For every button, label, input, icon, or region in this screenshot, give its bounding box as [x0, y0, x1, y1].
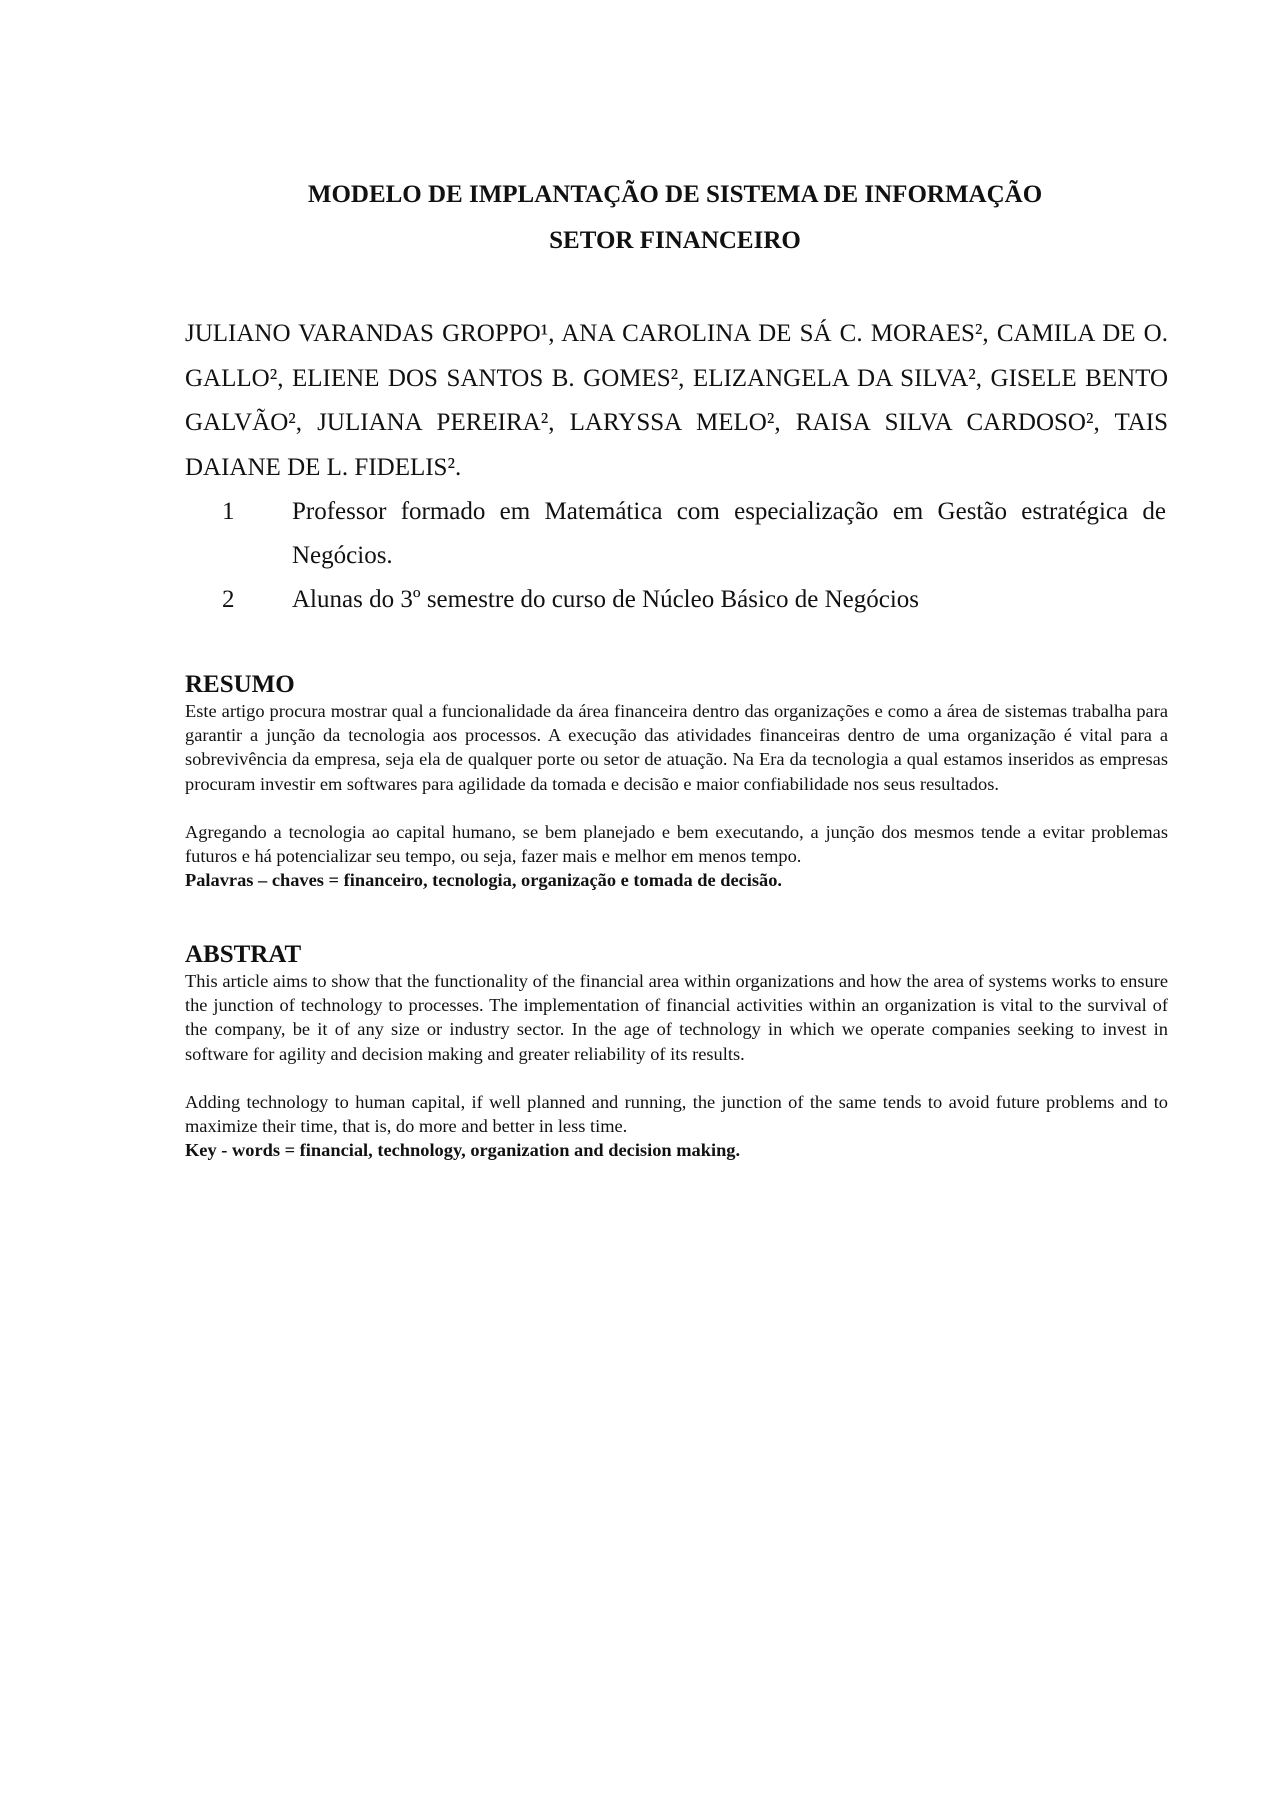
- resumo-keywords: Palavras – chaves = financeiro, tecnologia, organização e tomada de decisão.: [185, 870, 783, 890]
- paper-title-line-1: MODELO DE IMPLANTAÇÃO DE SISTEMA DE INFORMAÇÃO: [307, 181, 1043, 208]
- affiliation-text: Professor formado em Matemática com especialização em Gestão estratégica de Negócios.: [292, 498, 1166, 569]
- affiliation-number: 1: [222, 498, 235, 525]
- resumo-paragraph-1: Este artigo procura mostrar qual a funcionalidade da área financeira dentro das organizações e como a área de sistemas trabalha para garantir a junção da tecnologia aos processos. A execução das atividades financeiras dentro de uma organização é vital para a sobrevivência da empresa, seja ela de qualquer porte ou setor de atuação. Na Era da tecnologia a qual estamos inseridos as empresas procuram investir em softwares para agilidade da tomada e decisão e maior confiabilidade nos seus resultados.: [185, 701, 1168, 794]
- abstrat-heading: ABSTRAT: [185, 941, 302, 968]
- affiliation-text: Alunas do 3º semestre do curso de Núcleo Básico de Negócios: [292, 586, 920, 613]
- abstrat-paragraph-1: This article aims to show that the functionality of the financial area within organizations and how the area of systems works to ensure the junction of technology to processes. The implementation of financial activities within an organization is vital to the survival of the company, be it of any size or industry sector. In the age of technology in which we operate companies seeking to invest in software for agility and decision making and greater reliability of its results.: [185, 971, 1168, 1064]
- abstrat-keywords: Key - words = financial, technology, organization and decision making.: [185, 1140, 741, 1160]
- affiliation-number: 2: [222, 586, 235, 613]
- resumo-heading: RESUMO: [185, 671, 295, 698]
- resumo-paragraph-2: Agregando a tecnologia ao capital humano, se bem planejado e bem executando, a junção dos mesmos tende a evitar problemas futuros e há potencializar seu tempo, ou seja, fazer mais e melhor em menos tempo.: [185, 822, 1168, 867]
- paper-title-line-2: SETOR FINANCEIRO: [549, 227, 801, 254]
- abstrat-paragraph-2: Adding technology to human capital, if well planned and running, the junction of the same tends to avoid future problems and to maximize their time, that is, do more and better in less time.: [185, 1092, 1168, 1137]
- author-list: JULIANO VARANDAS GROPPO¹, ANA CAROLINA DE SÁ C. MORAES², CAMILA DE O. GALLO², ELIENE DOS SANTOS B. GOMES², ELIZANGELA DA SILVA², GISELE BENTO GALVÃO², JULIANA PEREIRA², LARYSSA MELO², RAISA SILVA CARDOSO², TAIS DAIANE DE L. FIDELIS².: [185, 320, 1168, 481]
